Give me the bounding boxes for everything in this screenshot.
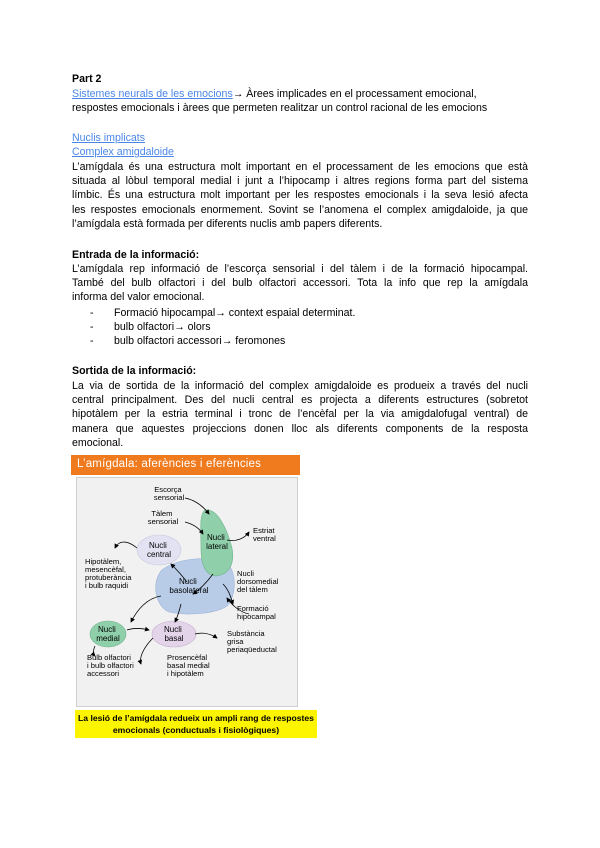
nuclis-implicats-link[interactable]: Nuclis implicats xyxy=(72,132,145,144)
figure-header xyxy=(71,455,300,475)
entrada-line: L’amígdala rep informació de l’escorça sensorial i del tàlem i de la formació hipocampal. xyxy=(72,263,528,275)
figure-body xyxy=(76,477,298,707)
paragraph-line: l’amígdala està formada per diferents nuclis amb papers diferents. xyxy=(72,217,383,230)
entrada-line: També del bulb olfactori i del bulb olfactori accessori. Tota la info que rep la amígdala xyxy=(72,277,528,290)
list-item: - Formació hipocampal→ context espaial determinat. xyxy=(90,307,356,319)
nucli-medial-label: Nucli medial xyxy=(96,625,120,643)
nucli-basolateral-label: Nucli basolateral xyxy=(169,577,209,595)
amygdala-figure xyxy=(71,455,300,707)
caption-line-2: emocionals (conductuals i fisiològiques) xyxy=(112,725,280,735)
substancia-grisa-label: Substància grisa periaqüeductal xyxy=(227,629,277,654)
entrada-paragraph xyxy=(72,262,528,305)
paragraph-line: situada al lòbul temporal medial i junt a l’hipocamp i altres regions forma part del sistema xyxy=(72,175,528,188)
paragraph-amigdala xyxy=(72,160,528,231)
entrada-list xyxy=(72,306,355,349)
sortida-heading: Sortida de la informació: xyxy=(72,365,197,377)
nucli-central-label: Nucli central xyxy=(146,541,172,559)
nucli-basal-label: Nucli basal xyxy=(163,625,184,643)
nucli-lateral-label: Nucli lateral xyxy=(206,533,228,551)
intro-line-2: respostes emocionals i àrees que permeten realitzar un control racional de les emocions xyxy=(72,102,488,114)
figure-caption xyxy=(75,710,317,738)
caption-line-1: La lesió de l’amígdala redueix un ampli rang de respostes xyxy=(78,713,314,723)
list-item: - bulb olfactori→ olors xyxy=(90,321,211,334)
formacio-hipocampal-label: Formació hipocampal xyxy=(237,604,276,621)
hipotalem-label: Hipotàlem, mesencèfal, protuberància i bulb raquidi xyxy=(85,557,132,590)
bulb-olfactori-label: Bulb olfactori i bulb olfactori accessori xyxy=(87,653,134,678)
paragraph-line: límbic. És una estructura molt important per les respostes emocionals i la seva lesió afecta xyxy=(72,189,528,202)
list-item: - bulb olfactori accessori→ feromones xyxy=(90,335,286,348)
estriat-ventral-label: Estriat ventral xyxy=(253,526,276,543)
amygdala-diagram xyxy=(77,478,297,706)
prosencefal-label: Prosencèfal basal medial i hipotàlem xyxy=(167,653,210,678)
entrada-line: informa del valor emocional. xyxy=(72,291,205,304)
intro-line-1-rest: → Àrees implicades en el processament emocional, xyxy=(232,88,477,100)
sortida-line: emocional. xyxy=(72,436,124,449)
paragraph-line: L’amígdala és una estructura molt important en el processament de les emocions que està xyxy=(72,161,528,173)
sortida-line: manera que aquestes projeccions donen lloc als diferents components de la resposta xyxy=(72,422,528,435)
sortida-line: central principalment. Des del nucli central es projecta a diferents estructures (sobretot xyxy=(72,394,528,407)
figure-title: L’amígdala: aferències i eferències xyxy=(77,458,262,470)
dorsomedial-label: Nucli dorsomedial del tàlem xyxy=(237,569,279,594)
sortida-line: La via de sortida de la informació del complex amigdaloide es produeix a través del nucli xyxy=(72,380,528,392)
escorca-sensorial-label: Escorça sensorial xyxy=(153,485,185,502)
intro-line-1 xyxy=(72,87,477,101)
sortida-line: hipotàlem per la estria terminal i tronc de l’encèfal per la via amigdalofugal ventral) de xyxy=(72,408,528,421)
complex-amigdaloide-link[interactable]: Complex amigdaloide xyxy=(72,146,174,158)
talem-sensorial-label: Tàlem sensorial xyxy=(147,509,179,526)
paragraph-line: les respostes emocionals enormement. Sovint se l’anomena el complex amigdaloide, ja que xyxy=(72,203,528,216)
sortida-paragraph xyxy=(72,379,528,450)
part-heading: Part 2 xyxy=(72,73,102,85)
entrada-heading: Entrada de la informació: xyxy=(72,249,200,261)
sistemes-neurals-link[interactable]: Sistemes neurals de les emocions xyxy=(72,88,233,100)
